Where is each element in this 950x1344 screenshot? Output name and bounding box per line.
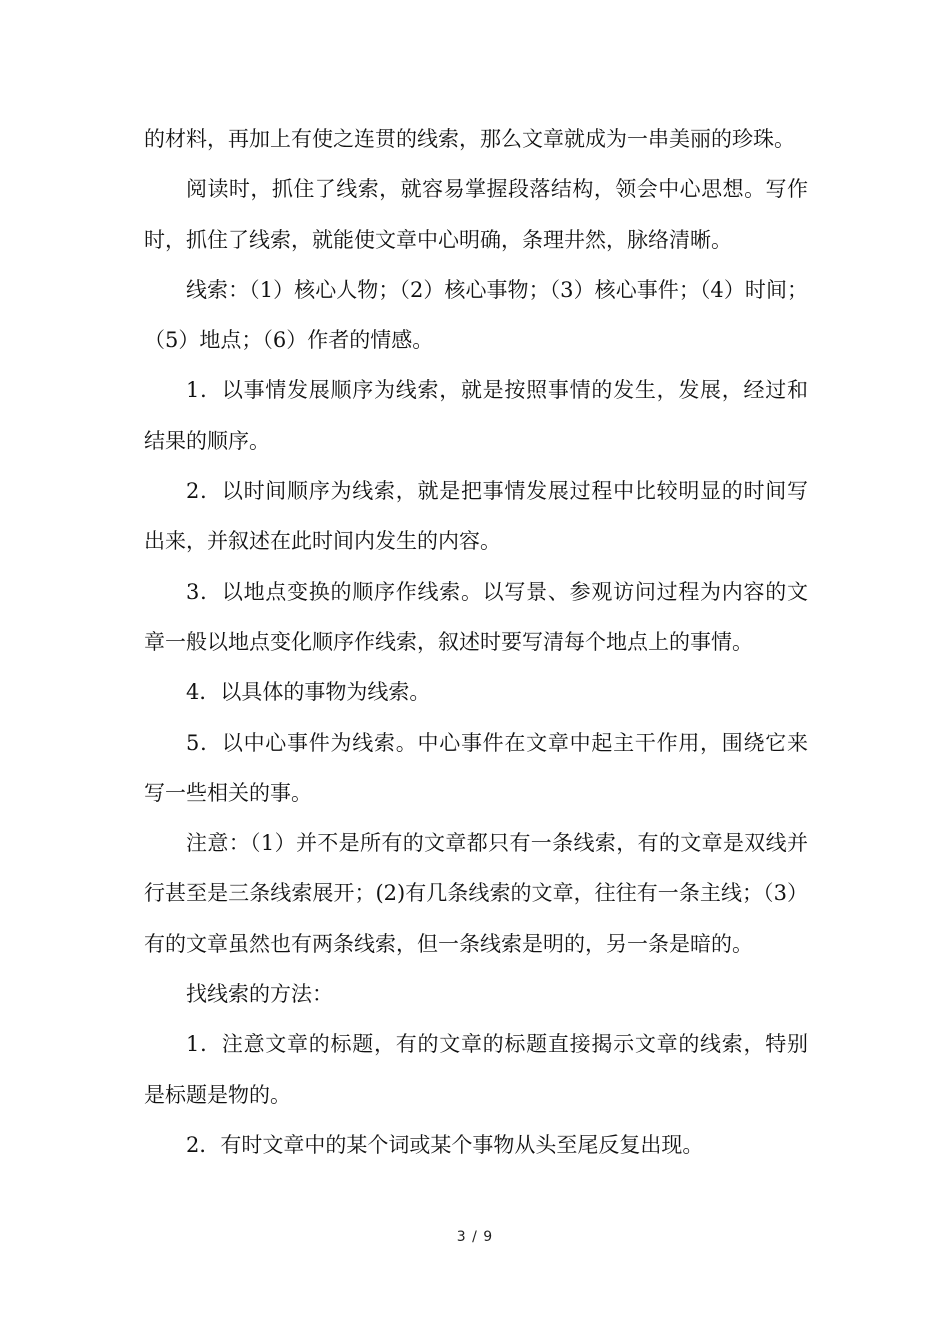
method-item-title: 1．注意文章的标题，有的文章的标题直接揭示文章的线索，特别是标题是物的。 xyxy=(144,1032,808,1107)
paragraph-continuation: 的材料，再加上有使之连贯的线索，那么文章就成为一串美丽的珍珠。 xyxy=(144,127,795,151)
list-item-place-order: 3．以地点变换的顺序作线索。以写景、参观访问过程为内容的文章一般以地点变化顺序作线索，叙述时要写清每个地点上的事情。 xyxy=(144,579,808,654)
paragraph-clue-types: 线索：（1）核心人物；（2）核心事物；（3）核心事件；（4）时间；（5）地点；（6）作者的情感。 xyxy=(144,277,808,353)
list-item-time-order: 2．以时间顺序为线索，就是把事情发展过程中比较明显的时间写出来，并叙述在此时间内发生的内容。 xyxy=(144,479,808,554)
list-item-event-order: 1．以事情发展顺序为线索，就是按照事情的发生，发展，经过和结果的顺序。 xyxy=(144,378,808,453)
method-item-repetition: 2．有时文章中的某个词或某个事物从头至尾反复出现。 xyxy=(186,1132,704,1157)
page-number: 3 / 9 xyxy=(456,1229,494,1245)
list-item-central-event: 5．以中心事件为线索。中心事件在文章中起主干作用，围绕它来写一些相关的事。 xyxy=(144,730,808,805)
paragraph-note: 注意：（1）并不是所有的文章都只有一条线索，有的文章是双线并行甚至是三条线索展开；(2)有几条线索的文章，往往有一条主线；（3）有的文章虽然也有两条线索，但一条线索是明的，另一条是暗的。 xyxy=(144,831,808,956)
paragraph-reading-writing: 阅读时，抓住了线索，就容易掌握段落结构，领会中心思想。写作时，抓住了线索，就能使文章中心明确，条理井然，脉络清晰。 xyxy=(144,177,808,252)
body-text xyxy=(144,114,808,1170)
list-item-concrete-object: 4．以具体的事物为线索。 xyxy=(186,680,431,705)
section-heading-methods: 找线索的方法： xyxy=(186,982,333,1007)
